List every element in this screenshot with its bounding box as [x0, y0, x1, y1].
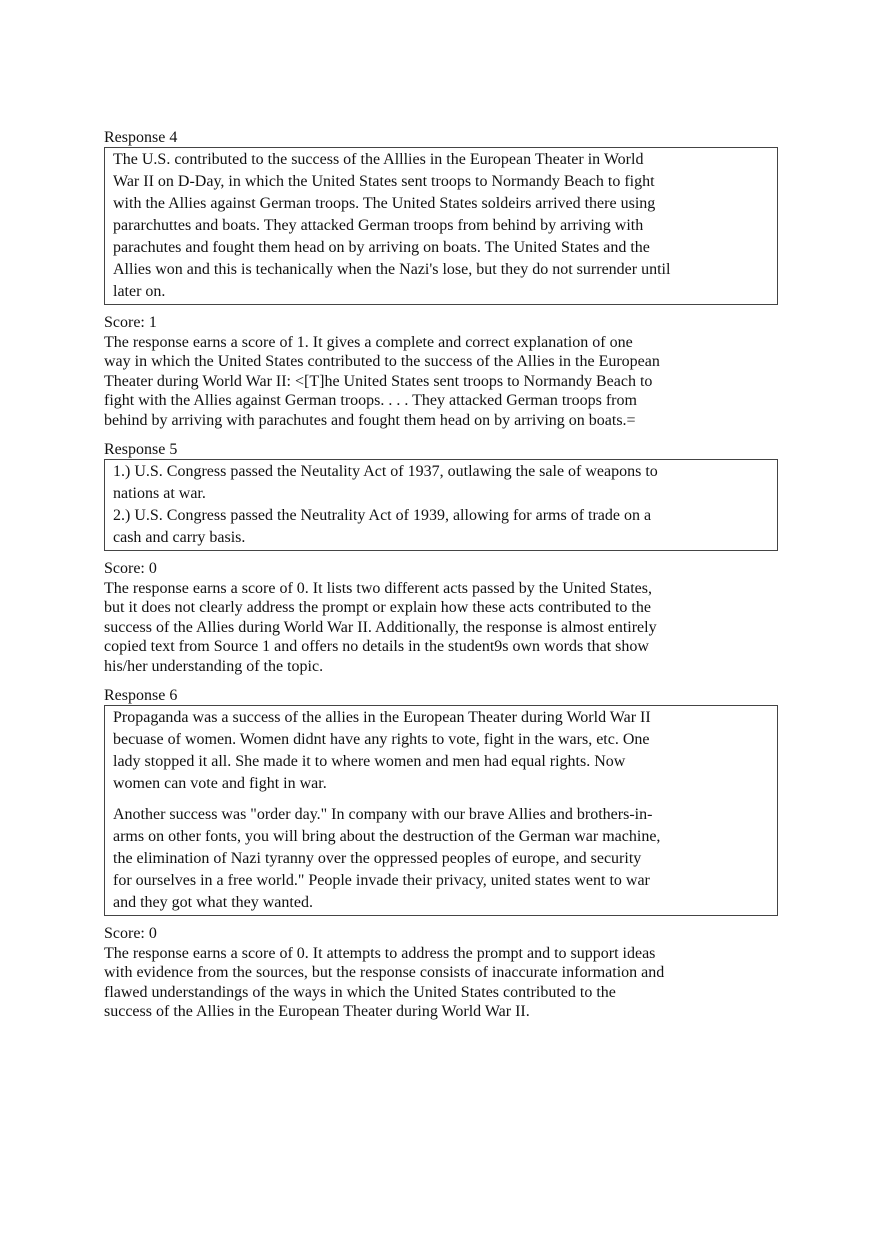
score-explanation: The response earns a score of 0. It lists two different acts passed by the United States, but it does not clearly address the prompt or explain how these acts contributed to the success of the Allies during World War II. Additionally, the response is almost entirely copied text from Source 1 and offers no details in the student9s own words that show his/her understanding of the topic. [104, 579, 657, 675]
score-explanation: The response earns a score of 0. It attempts to address the prompt and to support ideas with evidence from the sources, but the response consists of inaccurate information and flawed understandings of the ways in which the United States contributed to the success of the Allies in the European Theater during World War II. [104, 944, 665, 1020]
score-label: Score: 0 [104, 925, 157, 942]
response-paragraph: The U.S. contributed to the success of the Alllies in the European Theater in World War II on D-Day, in which the United States sent troops to Normandy Beach to fight with the Allies against German troops. The United States soldeirs arrived there using pararchuttes and boats. They attacked German troops from behind by arriving with parachutes and fought them head on by arriving on boats. The United States and the Allies won and this is techanically when the Nazi's lose, but they do not surrender until later on. [113, 151, 671, 300]
document-page [104, 128, 778, 1022]
response-label: Response 6 [104, 687, 178, 704]
response-paragraph: Propaganda was a success of the allies in the European Theater during World War II becuase of women. Women didnt have any rights to vote, fight in the wars, etc. One lady stopped it all. She made it to where women and men had equal rights. Now women can vote and fight in war. [113, 709, 651, 792]
response-section [104, 686, 778, 1022]
response-box [104, 459, 778, 551]
response-box [104, 705, 778, 916]
score-label: Score: 0 [104, 560, 157, 577]
response-box [104, 147, 778, 305]
response-paragraph: Another success was "order day." In company with our brave Allies and brothers-in- arms on other fonts, you will bring about the destruction of the German war machine, the elimination of Nazi tyranny over the oppressed peoples of europe, and security for ourselves in a free world." People invade their privacy, united states went to war and they got what they wanted. [113, 806, 661, 911]
response-label: Response 4 [104, 129, 178, 146]
response-section [104, 440, 778, 676]
response-section [104, 128, 778, 430]
score-label: Score: 1 [104, 314, 157, 331]
score-explanation: The response earns a score of 1. It gives a complete and correct explanation of one way in which the United States contributed to the success of the Allies in the European Theater during World War II: <[T]he United States sent troops to Normandy Beach to fight with the Allies against German troops. . . . They attacked German troops from behind by arriving with parachutes and fought them head on by arriving on boats.= [104, 333, 660, 429]
response-paragraph: 1.) U.S. Congress passed the Neutality Act of 1937, outlawing the sale of weapons to nations at war. 2.) U.S. Congress passed the Neutrality Act of 1939, allowing for arms of trade on a cash and carry basis. [113, 463, 658, 546]
response-label: Response 5 [104, 441, 178, 458]
